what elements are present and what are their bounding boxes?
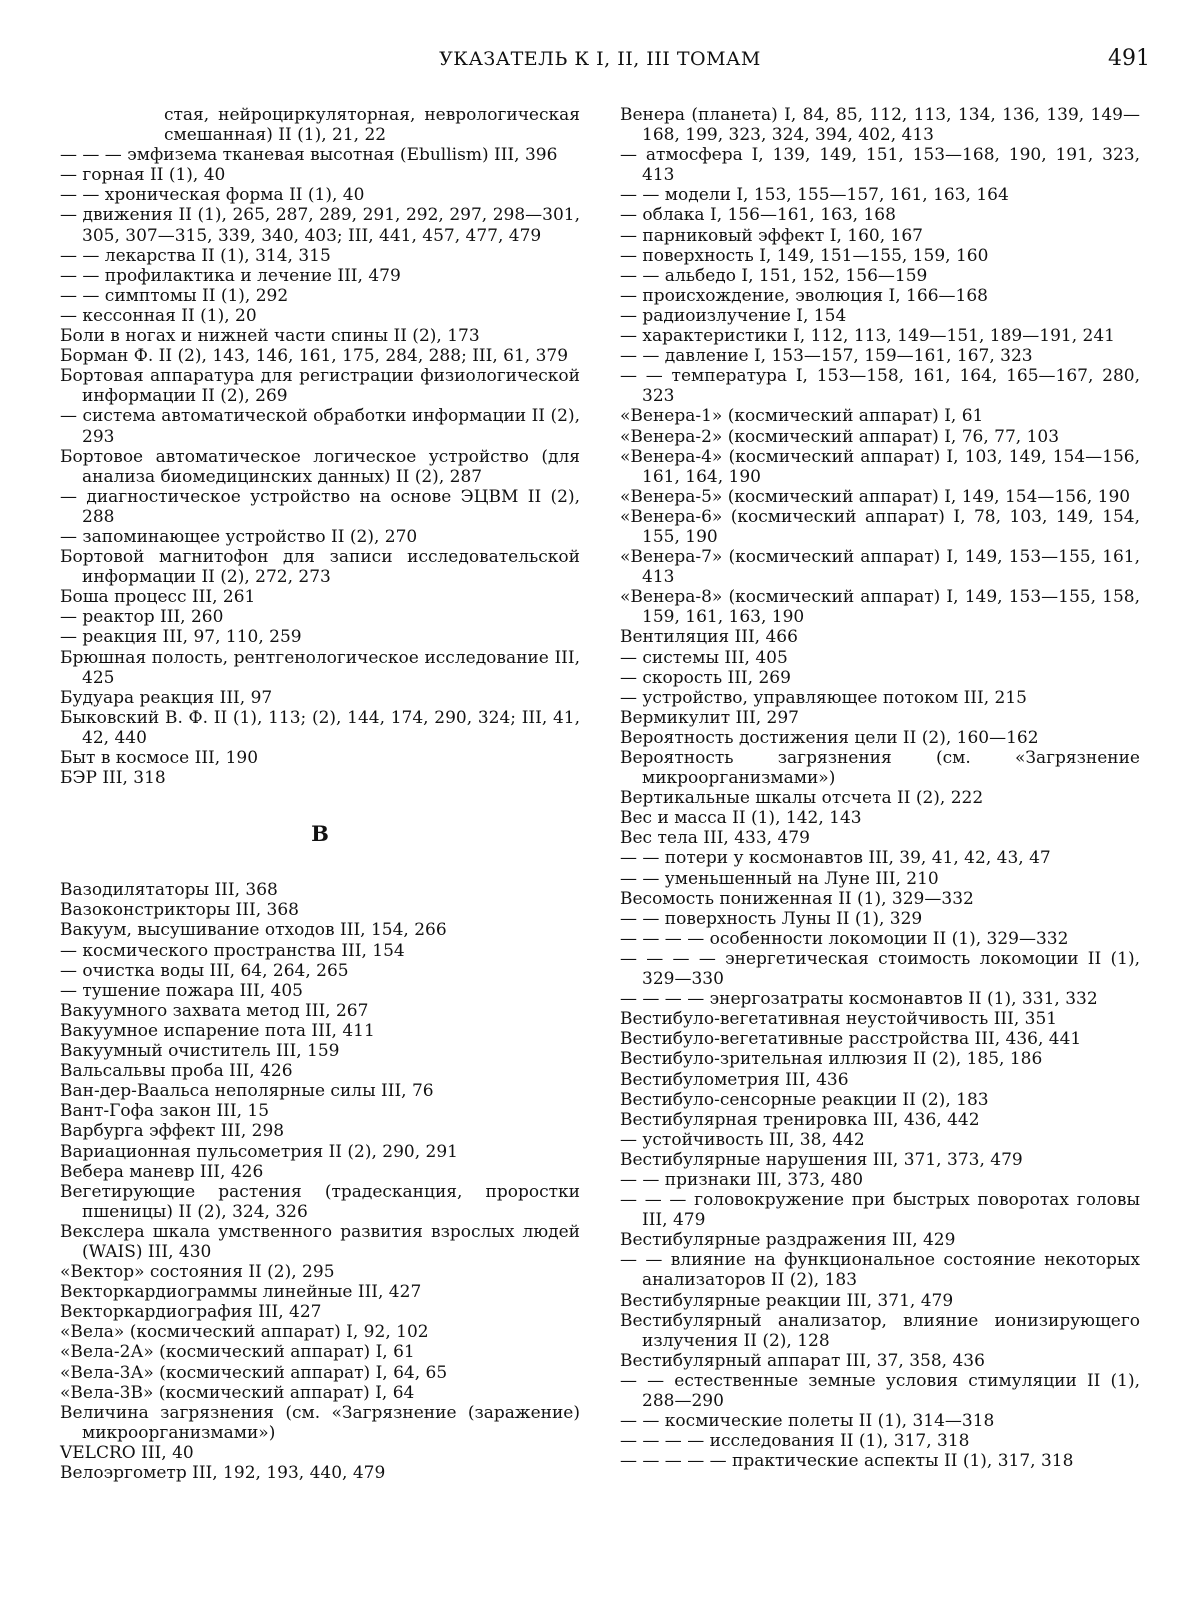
index-entry: «Вела-3В» (космический аппарат) I, 64 bbox=[60, 1382, 415, 1403]
left-column bbox=[60, 105, 580, 1483]
index-entry: — тушение пожара III, 405 bbox=[60, 980, 303, 1001]
index-entry: — движения II (1), 265, 287, 289, 291, 292, 297, 298—301, 305, 307—315, 339, 340, 403; III, 441, 457, 477, 479 bbox=[60, 205, 580, 246]
index-entry: Вероятность достижения цели II (2), 160—162 bbox=[620, 727, 1039, 748]
index-entry: — система автоматической обработки информации II (2), 293 bbox=[60, 406, 580, 447]
index-entry: — кессонная II (1), 20 bbox=[60, 305, 257, 326]
continuation-entry: стая, нейроциркуляторная, неврологическая смешанная) II (1), 21, 22 bbox=[164, 105, 580, 146]
index-entry: Вентиляция III, 466 bbox=[620, 627, 798, 648]
index-entry: Вакуум, высушивание отходов III, 154, 266 bbox=[60, 920, 447, 941]
index-entry: Вертикальные шкалы отсчета II (2), 222 bbox=[620, 788, 984, 809]
index-entry: «Венера-1» (космический аппарат) I, 61 bbox=[620, 406, 984, 427]
index-entry: — происхождение, эволюция I, 166—168 bbox=[620, 285, 988, 306]
index-entry: — парниковый эффект I, 160, 167 bbox=[620, 225, 923, 246]
index-entry: Быковский В. Ф. II (1), 113; (2), 144, 174, 290, 324; III, 41, 42, 440 bbox=[60, 707, 580, 748]
index-entry: Бортовой магнитофон для записи исследовательской информации II (2), 272, 273 bbox=[60, 547, 580, 588]
index-entry: Бортовое автоматическое логическое устройство (для анализа биомедицинских данных) II (2), 287 bbox=[60, 446, 580, 487]
index-entry: Борман Ф. II (2), 143, 146, 161, 175, 284, 288; III, 61, 379 bbox=[60, 346, 569, 367]
index-entry: «Вела-2А» (космический аппарат) I, 61 bbox=[60, 1342, 415, 1363]
index-entry: — — — эмфизема тканевая высотная (Ebullism) III, 396 bbox=[60, 145, 558, 166]
index-entry: Вегетирующие растения (традесканция, проростки пшеницы) II (2), 324, 326 bbox=[60, 1181, 580, 1222]
index-entry: — поверхность I, 149, 151—155, 159, 160 bbox=[620, 245, 989, 266]
page-number: 491 bbox=[1108, 46, 1150, 71]
index-entry: «Венера-2» (космический аппарат) I, 76, 77, 103 bbox=[620, 426, 1060, 447]
index-entry: Венера (планета) I, 84, 85, 112, 113, 134, 136, 139, 149—168, 199, 323, 324, 394, 402, 413 bbox=[620, 105, 1140, 146]
index-entry: Векслера шкала умственного развития взрослых людей (WAIS) III, 430 bbox=[60, 1221, 580, 1262]
index-entry: Вальсальвы проба III, 426 bbox=[60, 1061, 293, 1082]
index-entry: Вестибулярные раздражения III, 429 bbox=[620, 1230, 956, 1251]
index-entry: Боли в ногах и нижней части спины II (2), 173 bbox=[60, 326, 480, 347]
index-entry: — — лекарства II (1), 314, 315 bbox=[60, 245, 331, 266]
index-entry: — — — — энергозатраты космонавтов II (1), 331, 332 bbox=[620, 989, 1098, 1010]
index-entry: — — давление I, 153—157, 159—161, 167, 323 bbox=[620, 346, 1033, 367]
index-entry: Брюшная полость, рентгенологическое исследование III, 425 bbox=[60, 647, 580, 688]
index-entry: — характеристики I, 112, 113, 149—151, 189—191, 241 bbox=[620, 326, 1115, 347]
index-entry: «Вела» (космический аппарат) I, 92, 102 bbox=[60, 1322, 429, 1343]
index-entry: Весомость пониженная II (1), 329—332 bbox=[620, 888, 974, 909]
index-entry: Бортовая аппаратура для регистрации физиологической информации II (2), 269 bbox=[60, 366, 580, 407]
index-entry: — — модели I, 153, 155—157, 161, 163, 164 bbox=[620, 185, 1009, 206]
index-entry: «Венера-8» (космический аппарат) I, 149, 153—155, 158, 159, 161, 163, 190 bbox=[620, 587, 1140, 628]
index-entry: Векторкардиограммы линейные III, 427 bbox=[60, 1282, 422, 1303]
index-entry: — — альбедо I, 151, 152, 156—159 bbox=[620, 265, 928, 286]
index-entry: Вес и масса II (1), 142, 143 bbox=[620, 808, 862, 829]
index-entry: Велоэргометр III, 192, 193, 440, 479 bbox=[60, 1463, 386, 1483]
page-header bbox=[0, 44, 1200, 84]
index-entry: «Вела-3А» (космический аппарат) I, 64, 65 bbox=[60, 1362, 448, 1383]
index-entry: — — хроническая форма II (1), 40 bbox=[60, 185, 365, 206]
index-entry: Ван-дер-Ваальса неполярные силы III, 76 bbox=[60, 1081, 434, 1102]
index-entry: Вакуумный очиститель III, 159 bbox=[60, 1041, 340, 1062]
index-entry: — облака I, 156—161, 163, 168 bbox=[620, 205, 896, 226]
index-entry: Вестибуло-зрительная иллюзия II (2), 185, 186 bbox=[620, 1049, 1043, 1070]
index-entry: Вес тела III, 433, 479 bbox=[620, 828, 810, 849]
index-entry: Вестибулярные нарушения III, 371, 373, 479 bbox=[620, 1149, 1023, 1170]
index-entry: Вестибуло-вегетативные расстройства III, 436, 441 bbox=[620, 1029, 1082, 1050]
index-entry: Вестибулярные реакции III, 371, 479 bbox=[620, 1290, 954, 1311]
index-entry: «Венера-6» (космический аппарат) I, 78, 103, 149, 154, 155, 190 bbox=[620, 506, 1140, 547]
index-entry: — скорость III, 269 bbox=[620, 667, 791, 688]
index-entry: Вант-Гофа закон III, 15 bbox=[60, 1101, 270, 1122]
index-entry: — космического пространства III, 154 bbox=[60, 940, 405, 961]
index-entry: — — — — особенности локомоции II (1), 329—332 bbox=[620, 928, 1069, 949]
index-entry: Вестибуло-вегетативная неустойчивость III, 351 bbox=[620, 1009, 1058, 1030]
index-entry: — атмосфера I, 139, 149, 151, 153—168, 190, 191, 323, 413 bbox=[620, 145, 1140, 186]
index-entry: — — — — энергетическая стоимость локомоции II (1), 329—330 bbox=[620, 948, 1140, 990]
index-entry: — — космические полеты II (1), 314—318 bbox=[620, 1411, 995, 1432]
index-entry: Вестибулярный аппарат III, 37, 358, 436 bbox=[620, 1350, 985, 1371]
index-entry: — реакция III, 97, 110, 259 bbox=[60, 627, 302, 648]
index-entry: — устройство, управляющее потоком III, 215 bbox=[620, 687, 1027, 708]
index-entry: — радиоизлучение I, 154 bbox=[620, 305, 847, 326]
index-entry: — — признаки III, 373, 480 bbox=[620, 1169, 864, 1190]
index-entry: Вестибулярный анализатор, влияние ионизирующего излучения II (2), 128 bbox=[620, 1310, 1140, 1351]
index-entry: Вестибулярная тренировка III, 436, 442 bbox=[620, 1109, 980, 1130]
index-entry: — диагностическое устройство на основе ЭЦВМ II (2), 288 bbox=[60, 486, 580, 527]
index-entry: БЭР III, 318 bbox=[60, 768, 166, 789]
index-entry: Вакуумное испарение пота III, 411 bbox=[60, 1020, 375, 1041]
index-entry: Вестибуло-сенсорные реакции II (2), 183 bbox=[620, 1089, 989, 1110]
index-entry: Вероятность загрязнения (см. «Загрязнение микроорганизмами») bbox=[620, 748, 1140, 789]
index-entry: Варбурга эффект III, 298 bbox=[60, 1121, 285, 1142]
running-title: УКАЗАТЕЛЬ К I, II, III ТОМАМ bbox=[439, 48, 761, 70]
right-column bbox=[620, 105, 1140, 1471]
index-entry: — — уменьшенный на Луне III, 210 bbox=[620, 868, 939, 889]
index-entry: Быт в космосе III, 190 bbox=[60, 748, 259, 768]
index-entry: «Венера-5» (космический аппарат) I, 149, 154—156, 190 bbox=[620, 486, 1131, 507]
index-entry: Векторкардиография III, 427 bbox=[60, 1302, 322, 1323]
index-entry: — горная II (1), 40 bbox=[60, 165, 226, 186]
index-entry: — — профилактика и лечение III, 479 bbox=[60, 265, 401, 286]
index-entry: — очистка воды III, 64, 264, 265 bbox=[60, 960, 349, 981]
index-entry: — — потери у космонавтов III, 39, 41, 42, 43, 47 bbox=[620, 848, 1051, 869]
index-entry: Будуара реакция III, 97 bbox=[60, 687, 273, 708]
index-entry: — — симптомы II (1), 292 bbox=[60, 285, 289, 306]
left-entries-after bbox=[60, 880, 580, 1483]
section-letter: В bbox=[311, 821, 329, 847]
index-entry: Вакуумного захвата метод III, 267 bbox=[60, 1000, 369, 1021]
index-entry: Вестибулометрия III, 436 bbox=[620, 1069, 849, 1090]
left-entries-before bbox=[60, 145, 580, 788]
index-entry: «Венера-7» (космический аппарат) I, 149, 153—155, 161, 413 bbox=[620, 547, 1140, 588]
index-entry: «Венера-4» (космический аппарат) I, 103, 149, 154—156, 161, 164, 190 bbox=[620, 446, 1140, 487]
index-entry: Вермикулит III, 297 bbox=[620, 707, 799, 728]
index-entry: — — поверхность Луны II (1), 329 bbox=[620, 908, 923, 929]
index-entry: — — влияние на функциональное состояние некоторых анализаторов II (2), 183 bbox=[620, 1250, 1140, 1291]
index-entry: Вебера маневр III, 426 bbox=[60, 1161, 264, 1182]
index-entry: — системы III, 405 bbox=[620, 647, 788, 668]
index-entry: VELCRO III, 40 bbox=[60, 1442, 194, 1463]
index-entry: — запоминающее устройство II (2), 270 bbox=[60, 526, 418, 547]
index-entry: Вазоконстрикторы III, 368 bbox=[60, 900, 299, 921]
index-entry: «Вектор» состояния II (2), 295 bbox=[60, 1262, 335, 1283]
index-entry: Вазодилятаторы III, 368 bbox=[60, 880, 278, 901]
index-entry: Вариационная пульсометрия II (2), 290, 291 bbox=[60, 1141, 458, 1162]
index-entry: Величина загрязнения (см. «Загрязнение (заражение) микроорганизмами») bbox=[60, 1402, 580, 1443]
index-entry: — — естественные земные условия стимуляции II (1), 288—290 bbox=[620, 1370, 1140, 1411]
index-entry: Боша процесс III, 261 bbox=[60, 587, 256, 608]
index-entry: — реактор III, 260 bbox=[60, 607, 224, 628]
index-entry: — — температура I, 153—158, 161, 164, 165—167, 280, 323 bbox=[620, 366, 1140, 407]
index-entry: — — — — — практические аспекты II (1), 317, 318 bbox=[620, 1451, 1074, 1472]
index-entry: — — — — исследования II (1), 317, 318 bbox=[620, 1431, 970, 1452]
index-entry: — устойчивость III, 38, 442 bbox=[620, 1129, 865, 1150]
right-entries bbox=[620, 105, 1140, 1471]
index-entry: — — — головокружение при быстрых поворотах головы III, 479 bbox=[620, 1190, 1140, 1231]
